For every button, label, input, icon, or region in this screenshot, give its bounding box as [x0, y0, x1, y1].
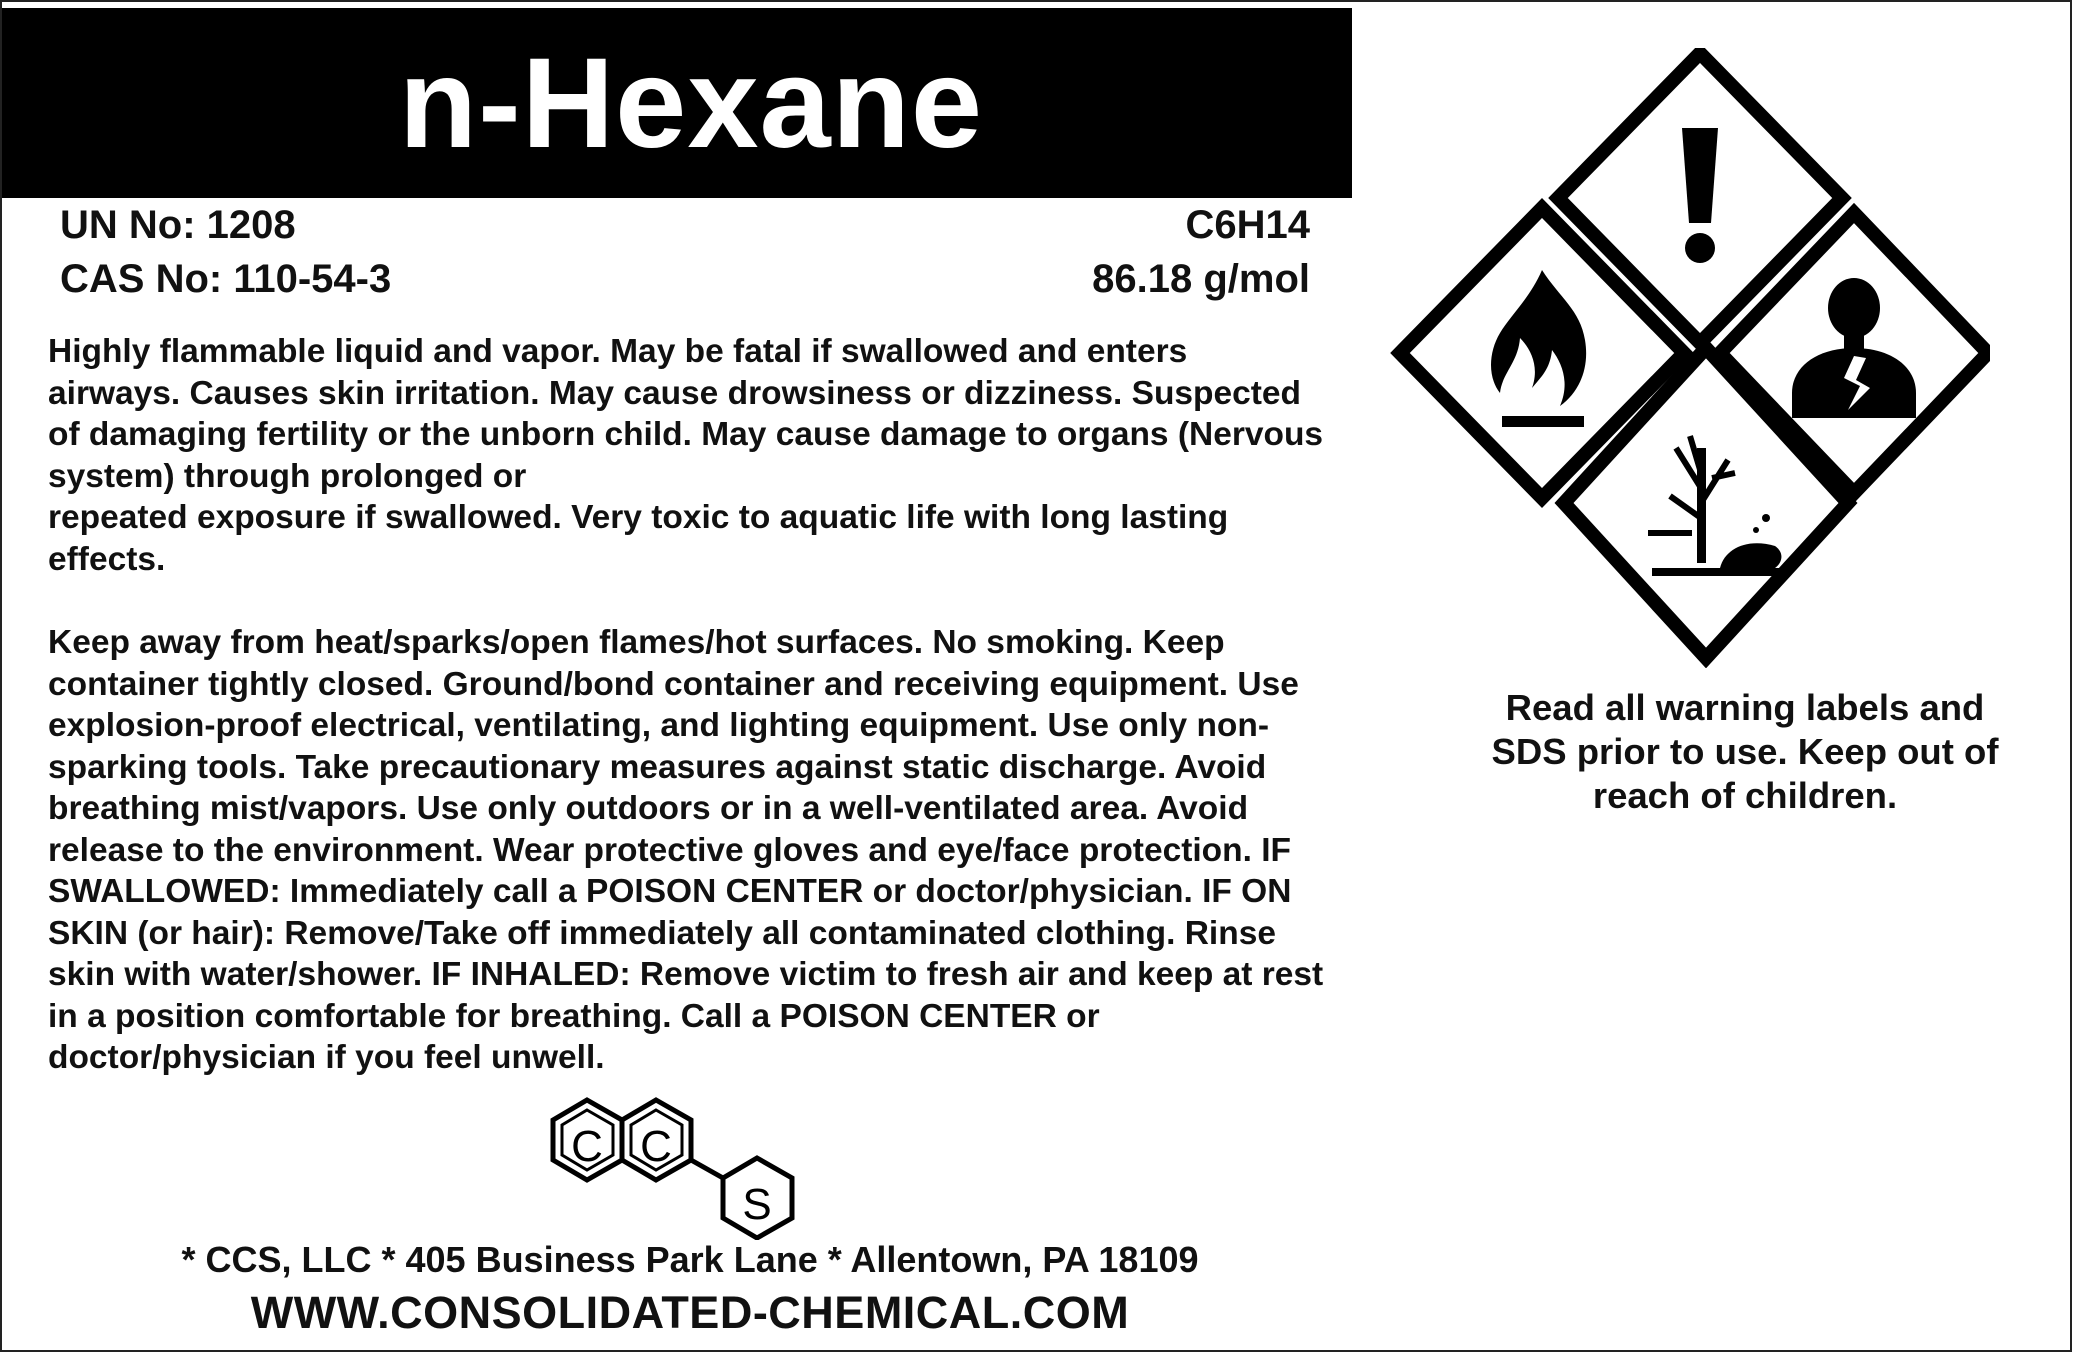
precaution-line: breathing mist/vapors. Use only outdoors or in a well-ventilated area. Avoid: [48, 790, 1249, 827]
precautionary-statements: [48, 622, 1448, 1079]
precaution-line: release to the environment. Wear protective gloves and eye/face protection. IF: [48, 831, 1291, 869]
title-bar: [2, 8, 1352, 198]
hazard-line: system) through prolonged or: [48, 457, 527, 495]
company-logo: [545, 1090, 825, 1240]
hazard-line: effects.: [48, 540, 166, 578]
molecular-formula: C6H14: [1185, 203, 1310, 247]
precaution-line: sparking tools. Take precautionary measures against static discharge. Avoid: [48, 748, 1267, 786]
logo-hexagon-c2: [622, 1100, 691, 1180]
logo-hexagon-s: [723, 1158, 792, 1238]
company-website[interactable]: WWW.CONSOLIDATED-CHEMICAL.COM: [250, 1287, 1130, 1338]
chemical-properties: [1020, 198, 1310, 306]
warning-note: [1440, 686, 2050, 818]
cas-number: CAS No: 110-54-3: [60, 257, 392, 301]
hazard-statements: [48, 331, 1448, 580]
precaution-line: Keep away from heat/sparks/open flames/hot surfaces. No smoking. Keep: [48, 624, 1225, 661]
ghs-pictograms: [1390, 48, 1990, 668]
hazard-line: airways. Causes skin irritation. May cause drowsiness or dizziness. Suspected: [48, 374, 1302, 412]
logo-letter: S: [742, 1180, 772, 1229]
logo-hexagon-c1: [553, 1100, 622, 1180]
precaution-line: container tightly closed. Ground/bond container and receiving equipment. Use: [48, 665, 1299, 703]
precaution-line: explosion-proof electrical, ventilating, and lighting equipment. Use only non-: [48, 707, 1269, 744]
logo-letter: C: [571, 1122, 603, 1171]
un-number: UN No: 1208: [60, 203, 296, 247]
hazard-line: of damaging fertility or the unborn child. May cause damage to organs (Nervous: [48, 416, 1324, 453]
hazard-line: Highly flammable liquid and vapor. May be fatal if swallowed and enters: [48, 333, 1188, 370]
product-name: n-Hexane: [398, 31, 984, 175]
hazard-line: repeated exposure if swallowed. Very toxic to aquatic life with long lasting: [48, 499, 1229, 536]
precaution-line: skin with water/shower. IF INHALED: Remove victim to fresh air and keep at rest: [48, 956, 1324, 993]
precaution-line: SWALLOWED: Immediately call a POISON CENTER or doctor/physician. IF ON: [48, 873, 1292, 910]
warning-line: Read all warning labels and: [1505, 687, 1985, 728]
precaution-line: in a position comfortable for breathing. Call a POISON CENTER or: [48, 997, 1100, 1035]
warning-line: SDS prior to use. Keep out of: [1491, 731, 1999, 772]
precaution-line: doctor/physician if you feel unwell.: [48, 1039, 605, 1076]
company-address: * CCS, LLC * 405 Business Park Lane * Allentown, PA 18109: [181, 1239, 1199, 1280]
precaution-line: SKIN (or hair): Remove/Take off immediately all contaminated clothing. Rinse: [48, 914, 1276, 952]
warning-line: reach of children.: [1592, 775, 1898, 816]
molar-mass: 86.18 g/mol: [1092, 257, 1310, 301]
identifier-block: [60, 198, 391, 306]
logo-letter: C: [640, 1122, 672, 1171]
